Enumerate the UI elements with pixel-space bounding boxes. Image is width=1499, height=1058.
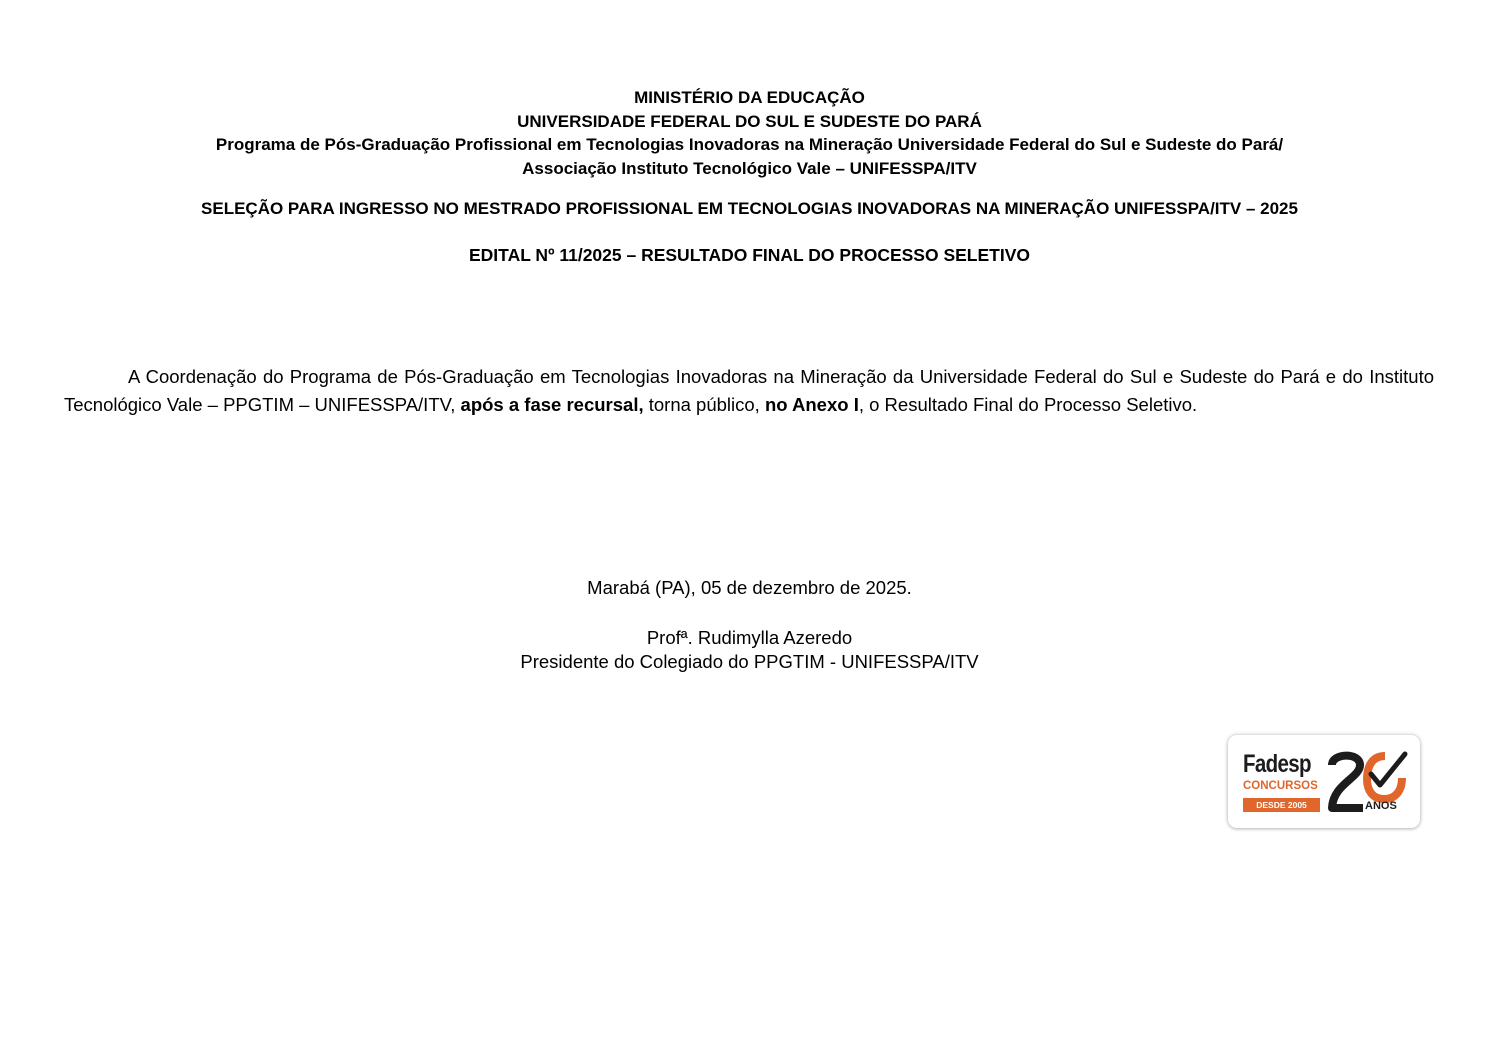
logo-brand-text: Fadesp	[1243, 750, 1311, 778]
document-header	[60, 86, 1439, 180]
logo-since-badge: DESDE 2005	[1243, 798, 1320, 812]
signature-block	[0, 626, 1499, 674]
university-name: UNIVERSIDADE FEDERAL DO SUL E SUDESTE DO PARÁ	[517, 111, 982, 131]
paragraph-text-2: torna público,	[643, 394, 765, 415]
signatory-role: Presidente do Colegiado do PPGTIM - UNIFESSPA/ITV	[520, 651, 979, 672]
place-date: Marabá (PA), 05 de dezembro de 2025.	[587, 577, 912, 598]
logo-anos-text: ANOS	[1365, 800, 1397, 812]
selection-title: SELEÇÃO PARA INGRESSO NO MESTRADO PROFISSIONAL EM TECNOLOGIAS INOVADORAS NA MINERAÇÃO UNIFESSPA/ITV – 2025	[201, 199, 1298, 218]
digit-two-glyph	[1332, 756, 1363, 808]
logo-subtitle: CONCURSOS	[1243, 780, 1318, 792]
edital-title: EDITAL Nº 11/2025 – RESULTADO FINAL DO PROCESSO SELETIVO	[469, 245, 1030, 265]
fadesp-logo	[1228, 735, 1420, 828]
paragraph-text-3: , o Resultado Final do Processo Seletivo.	[858, 394, 1198, 415]
signatory-name: Profª. Rudimylla Azeredo	[646, 627, 853, 648]
announcement-paragraph	[64, 363, 1434, 420]
ministry-name: MINISTÉRIO DA EDUCAÇÃO	[634, 88, 865, 107]
paragraph-bold-2: no Anexo I	[764, 394, 859, 415]
association-name: Associação Instituto Tecnológico Vale – UNIFESSPA/ITV	[522, 158, 977, 178]
program-name: Programa de Pós-Graduação Profissional em Tecnologias Inovadoras na Mineração Universidade Federal do Sul e Sudeste do Pará/	[215, 135, 1284, 154]
paragraph-bold-1: após a fase recursal,	[460, 394, 644, 415]
paragraph-text-1: A Coordenação do Programa de Pós-Graduação em Tecnologias Inovadoras na Mineração da Universidade Federal do Sul e Sudeste do Pará e do Instituto Tecnológico Vale – PPGTIM – UNIFESSPA/ITV,	[64, 365, 1434, 415]
